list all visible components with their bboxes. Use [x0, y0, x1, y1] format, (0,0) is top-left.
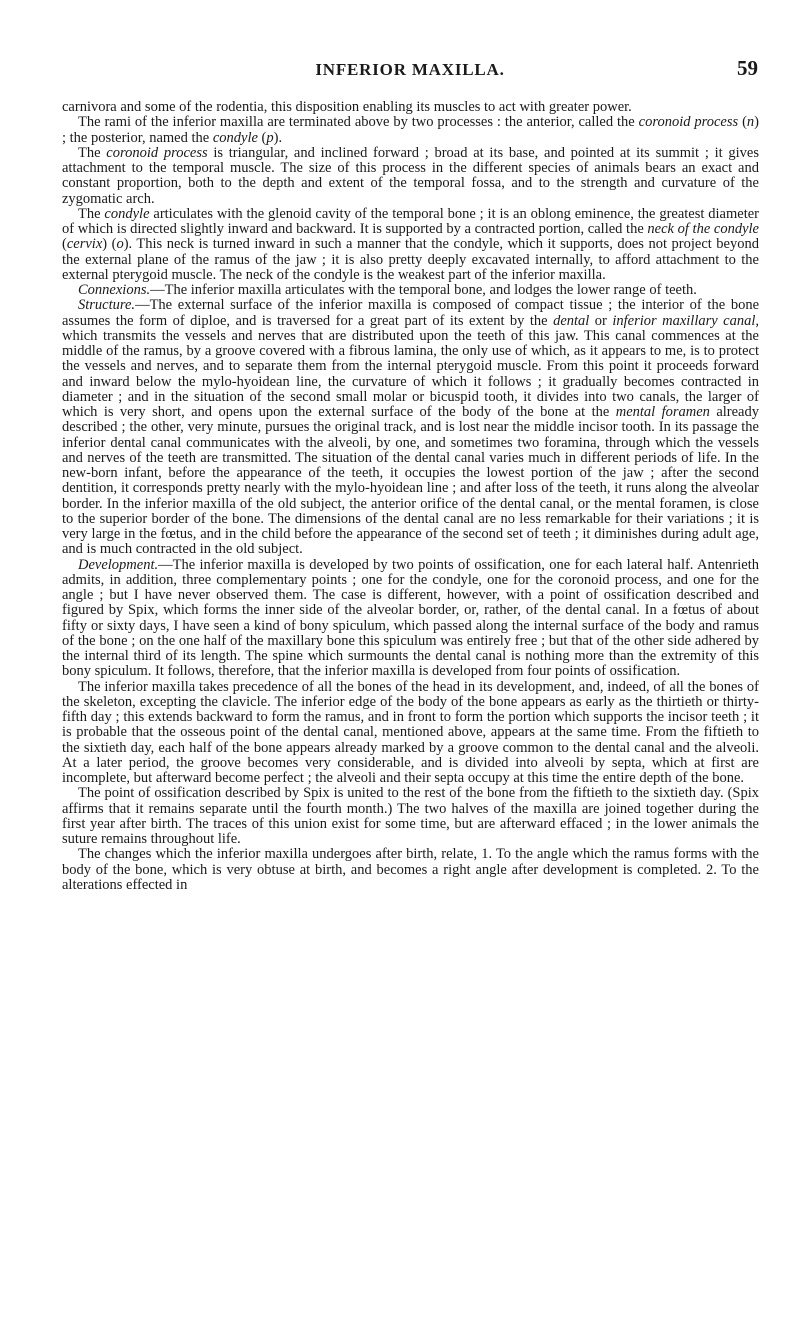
paragraph-condyle: [62, 207, 759, 283]
text-run: The: [78, 144, 107, 161]
text-run: ) (: [102, 236, 117, 253]
page-number: 59: [737, 56, 758, 80]
page-header: [62, 56, 758, 86]
italic-term: Structure.: [78, 297, 136, 314]
italic-term: coronoid process: [106, 144, 208, 161]
text-run: —The inferior maxilla articulates with the temporal bone, and lodges the lower range of teeth.: [150, 282, 697, 298]
paragraph-connexions: [62, 283, 759, 298]
text-run: The changes which the inferior maxilla undergoes after birth, relate, 1. To the angle which the ramus forms with the body of the bone, which is very obtuse at birth, and becomes a right angle after development is completed. 2. To the alterations effected in: [62, 846, 759, 893]
paragraph-spix-point: [62, 786, 759, 847]
text-run: or: [589, 312, 613, 329]
italic-term: o: [116, 236, 124, 253]
text-run: The point of ossification described by Spix is united to the rest of the bone from the fiftieth to the sixtieth day. (Spix affirms that it remains separate until the fourth month.) The two halves of the maxilla are joined together during the first year after birth. The traces of this union exist for some time, but are afterward effaced ; in the lower animals the suture remains throughout life.: [62, 785, 759, 847]
paragraph-precedence: [62, 680, 759, 787]
text-run: (: [62, 236, 67, 253]
text-run: —The inferior maxilla is developed by two points of ossification, one for each lateral half. Antenrieth admits, in addition, three complementary points ; one for the condyle, one for the coronoid process, and one for the angle ; but I have never observed them. The case is different, however, with a point of ossification described and figured by Spix, which forms the inner side of the alveolar border, or, rather, of the dental canal. In a fœtus of about fifty or sixty days, I have seen a kind of bony spiculum, which passed along the internal surface of the body and ramus of the bone ; on the one half of the maxillary bone this spiculum was entirely free ; but that of the other side adhered by the internal third of its length. The spine which surmounts the dental canal is nothing more than the extremity of this bony spiculum. It follows, therefore, that the inferior maxilla is developed from four points of ossification.: [62, 556, 759, 680]
italic-term: condyle: [104, 205, 150, 222]
italic-term: neck of the condyle: [647, 221, 759, 237]
italic-term: coronoid process: [638, 114, 739, 131]
text-run: The rami of the inferior maxilla are terminated above by two processes : the anterior, called the: [78, 114, 639, 131]
italic-term: Development.: [78, 556, 159, 573]
paragraph-development: [62, 558, 759, 680]
paragraph-structure: [62, 298, 759, 557]
paragraph-rami: [62, 115, 759, 146]
text-run: is triangular, and inclined forward ; broad at its base, and pointed at its summit ; it gives attachment to the temporal muscle. The size of this process in the different species of animals bears an exact and constant proportion, both to the depth and extent of the temporal fossa, and to the strength and curvature of the zygomatic arch.: [62, 144, 759, 207]
text-run: already described ; the other, very minute, pursues the original track, and is lost near the middle incisor tooth. In its passage the inferior dental canal communicates with the alveoli, by one, and sometimes two foramina, through which the vessels and nerves of the teeth are transmitted. The situation of the dental canal varies much in different periods of life. In the new-born infant, before the appearance of the teeth, it occupies the lowest portion of the jaw ; after the second dentition, it corresponds pretty nearly with the mylo-hyoidean line ; and after loss of the teeth, it runs along the alveolar border. In the inferior maxilla of the old subject, the anterior orifice of the dental canal, or the mental foramen, is close to the superior border of the bone. The dimensions of the dental canal are no less remarkable for their variations ; it is very large in the fœtus, and in the child before the appearance of the second set of teeth ; it diminishes during adult age, and is much contracted in the old subject.: [62, 404, 759, 558]
text-run: ) ; the posterior, named the: [62, 114, 759, 146]
italic-term: Connexions.: [78, 282, 151, 298]
paragraph-carnivora: [62, 100, 759, 115]
italic-term: dental: [553, 312, 590, 329]
italic-term: condyle: [212, 129, 258, 146]
text-run: The: [78, 205, 105, 222]
running-title: INFERIOR MAXILLA.: [315, 60, 505, 79]
text-run: which transmits the vessels and nerves that are distributed upon the teeth of this jaw. This canal commences at the middle of the ramus, by a groove covered with a fibrous lamina, the only use of which, as it appears to me, is to protect the vessels and nerves, and to separate them from the internal pterygoid muscle. From this point it proceeds forward and inward below the mylo-hyoidean line, the curvature of which it follows ; it gradually becomes contracted in diameter ; and in the situation of the second small molar or bicuspid tooth, it divides into two canals, the larger of which is very short, and opens upon the external surface of the body of the bone at the: [62, 327, 759, 420]
text-run: The inferior maxilla takes precedence of all the bones of the head in its development, and, indeed, of all the bones of the skeleton, excepting the clavicle. The inferior edge of the body of the bone appears as early as the thirtieth or thirty-fifth day ; this extends backward to form the ramus, and in front to form the portion which supports the incisor teeth ; it is probable that the osseous point of the dental canal, mentioned above, appears at the same time. From the fiftieth to the sixtieth day, each half of the bone appears already marked by a groove common to the dental canal and the alveoli. At a later period, the groove becomes very considerable, and is divided into alveoli by septa, which at first are incomplete, but afterward become perfect ; the alveoli and their septa occupy at this time the entire depth of the bone.: [62, 678, 759, 786]
text-run: (: [257, 129, 267, 146]
text-run: ).: [273, 129, 283, 146]
paragraph-changes: [62, 847, 759, 893]
body-text: [62, 100, 759, 893]
italic-term: cervix: [66, 236, 103, 253]
paragraph-coronoid: [62, 146, 759, 207]
italic-term: p: [266, 129, 274, 146]
italic-term: mental foramen: [615, 404, 710, 420]
text-run: articulates with the glenoid cavity of the temporal bone ; it is an oblong eminence, the greatest diameter of which is directed slightly inward and backward. It is supported by a contracted portion, called the: [62, 205, 759, 237]
text-run: —The external surface of the inferior maxilla is composed of compact tissue ; the interior of the bone assumes the form of diploe, and is traversed for a great part of its extent by the: [62, 297, 759, 329]
italic-term: n: [746, 114, 755, 131]
text-run: ). This neck is turned inward in such a manner that the condyle, which it supports, does not project beyond the external plane of the ramus of the jaw ; it is also pretty deeply excavated internally, to afford attachment to the external pterygoid muscle. The neck of the condyle is the weakest part of the inferior maxilla.: [62, 236, 759, 283]
text-run: carnivora and some of the rodentia, this disposition enabling its muscles to act with greater power.: [62, 99, 632, 115]
italic-term: inferior maxillary canal,: [612, 312, 759, 329]
text-run: (: [738, 114, 747, 131]
